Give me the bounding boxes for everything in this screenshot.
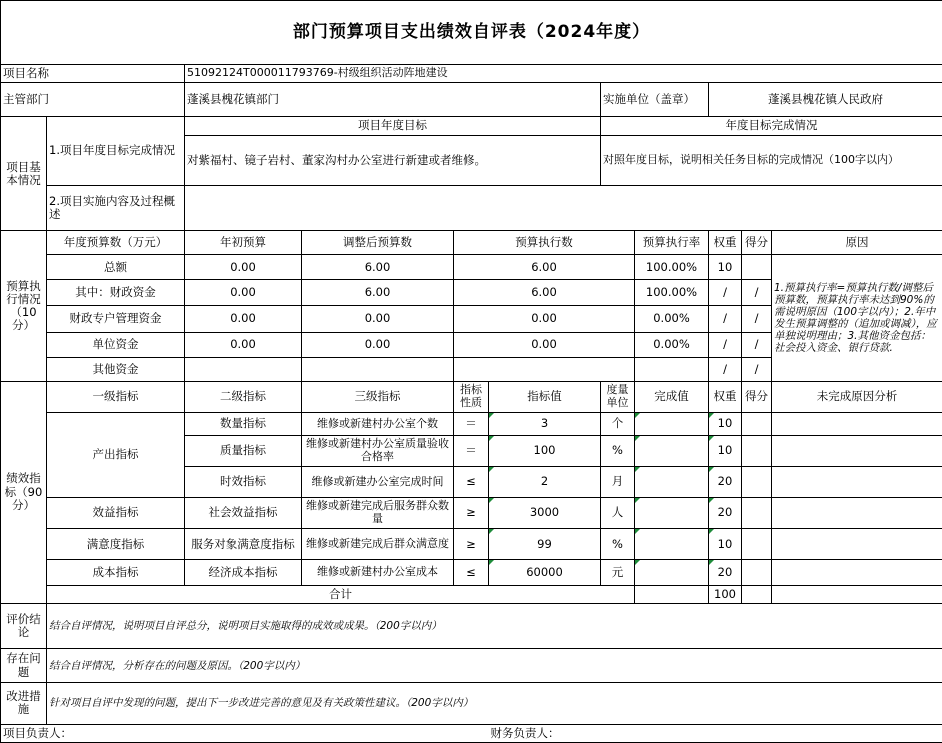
perf-level3-cell: 维修或新建村办公室质量验收合格率 (302, 435, 454, 466)
perf-actual-cell[interactable] (635, 412, 709, 435)
budget-executed-value[interactable]: 0.00 (454, 306, 635, 333)
budget-initial-value[interactable]: 0.00 (185, 333, 302, 358)
project-name-value[interactable]: 51092124T000011793769-村级组织活动阵地建设 (185, 65, 942, 83)
perf-analysis-cell[interactable] (772, 497, 942, 528)
budget-rate-header: 预算执行率 (635, 231, 709, 255)
budget-executed-value[interactable]: 0.00 (454, 333, 635, 358)
budget-header-row (1, 231, 942, 255)
perf-level3-cell: 维修或新建完成后服务群众数量 (302, 497, 454, 528)
budget-weight-header: 权重 (709, 231, 742, 255)
perf-actual-cell[interactable] (635, 497, 709, 528)
budget-executed-header: 预算执行数 (454, 231, 635, 255)
perf-row (1, 560, 942, 586)
perf-analysis-cell[interactable] (772, 412, 942, 435)
perf-weight-cell: 10 (709, 412, 742, 435)
perf-total-score[interactable] (742, 586, 772, 604)
budget-row-name: 总额 (47, 255, 185, 280)
budget-annual-header: 年度预算数（万元） (47, 231, 185, 255)
perf-nature-cell: ≤ (454, 466, 489, 497)
annual-goal-text[interactable]: 对紫福村、镜子岩村、董家沟村办公室进行新建或者维修。 (185, 135, 601, 185)
perf-unit-cell: 个 (601, 412, 635, 435)
budget-score-header: 得分 (742, 231, 772, 255)
budget-adjusted-value[interactable]: 0.00 (302, 306, 454, 333)
budget-row-name: 财政专户管理资金 (47, 306, 185, 333)
perf-nature-cell: ≥ (454, 497, 489, 528)
perf-nature-cell: ≥ (454, 529, 489, 560)
perf-level3-cell: 维修或新建村办公室个数 (302, 412, 454, 435)
budget-execution-label: 预算执行情况（10分） (1, 231, 47, 381)
budget-initial-value[interactable] (185, 357, 302, 381)
budget-row-name: 其他资金 (47, 357, 185, 381)
perf-level2-cell: 服务对象满意度指标 (185, 529, 302, 560)
perf-value-cell[interactable]: 3 (489, 412, 601, 435)
perf-nature-cell: ＝ (454, 435, 489, 466)
perf-nature-cell: ＝ (454, 412, 489, 435)
perf-unit-header: 度量单位 (601, 381, 635, 412)
budget-rate-value[interactable]: 100.00% (635, 280, 709, 306)
budget-adjusted-value[interactable]: 6.00 (302, 255, 454, 280)
perf-weight-cell: 20 (709, 466, 742, 497)
perf-weight-header: 权重 (709, 381, 742, 412)
perf-row (1, 529, 942, 560)
budget-weight-value: / (709, 333, 742, 358)
budget-score-value[interactable]: / (742, 357, 772, 381)
perf-value-cell[interactable]: 100 (489, 435, 601, 466)
budget-row (1, 255, 942, 280)
perf-level2-cell: 时效指标 (185, 466, 302, 497)
perf-score-cell[interactable] (742, 529, 772, 560)
budget-executed-value[interactable]: 6.00 (454, 280, 635, 306)
perf-group-cost: 成本指标 (47, 560, 185, 586)
perf-score-header: 得分 (742, 381, 772, 412)
perf-weight-cell: 20 (709, 497, 742, 528)
perf-analysis-cell[interactable] (772, 560, 942, 586)
perf-score-cell[interactable] (742, 466, 772, 497)
perf-unit-cell: 月 (601, 466, 635, 497)
perf-row (1, 497, 942, 528)
perf-group-output: 产出指标 (47, 412, 185, 497)
implementing-unit-value[interactable]: 蓬溪县槐花镇人民政府 (709, 82, 942, 116)
evaluation-label: 评价结论 (1, 603, 47, 649)
department-value[interactable]: 蓬溪县槐花镇部门 (185, 82, 601, 116)
budget-weight-value: / (709, 280, 742, 306)
perf-value-cell[interactable]: 2 (489, 466, 601, 497)
goal-completion-header: 年度目标完成情况 (601, 117, 942, 136)
budget-score-value[interactable] (742, 255, 772, 280)
project-name-label: 项目名称 (1, 65, 185, 83)
budget-weight-value: 10 (709, 255, 742, 280)
basic-header-row (1, 117, 942, 136)
perf-nature-header: 指标性质 (454, 381, 489, 412)
perf-actual-cell[interactable] (635, 435, 709, 466)
perf-score-cell[interactable] (742, 560, 772, 586)
implementing-unit-label: 实施单位（盖章） (601, 82, 709, 116)
goal-completion-label: 1.项目年度目标完成情况 (47, 117, 185, 185)
budget-adjusted-value[interactable] (302, 357, 454, 381)
budget-adjusted-value[interactable]: 6.00 (302, 280, 454, 306)
perf-level2-cell: 质量指标 (185, 435, 302, 466)
budget-executed-value[interactable]: 6.00 (454, 255, 635, 280)
perf-group-benefit: 效益指标 (47, 497, 185, 528)
improvements-row (1, 682, 942, 725)
footer-row (1, 725, 942, 743)
budget-score-value[interactable]: / (742, 306, 772, 333)
perf-weight-cell: 10 (709, 529, 742, 560)
perf-unit-cell: % (601, 529, 635, 560)
budget-reason-note[interactable]: 1.预算执行率=预算执行数/调整后预算数，预算执行率未达到90%的需说明原因（100字以内）；2.年中发生预算调整的（追加或调减），应单独说明理由；3.其他资金包括：社会投入资金、银行贷款. (772, 255, 942, 382)
problems-row (1, 649, 942, 682)
budget-initial-value[interactable]: 0.00 (185, 280, 302, 306)
budget-initial-value[interactable]: 0.00 (185, 306, 302, 333)
budget-executed-value[interactable] (454, 357, 635, 381)
perf-weight-cell: 10 (709, 435, 742, 466)
perf-actual-header: 完成值 (635, 381, 709, 412)
title-row (1, 1, 942, 65)
budget-initial-header: 年初预算 (185, 231, 302, 255)
perf-value-header: 指标值 (489, 381, 601, 412)
perf-weight-cell: 20 (709, 560, 742, 586)
evaluation-row (1, 603, 942, 649)
perf-total-actual (635, 586, 709, 604)
perf-header-row (1, 381, 942, 412)
perf-group-satisfaction: 满意度指标 (47, 529, 185, 560)
budget-rate-value[interactable]: 100.00% (635, 255, 709, 280)
page-title: 部门预算项目支出绩效自评表（2024年度） (1, 1, 942, 65)
budget-initial-value[interactable]: 0.00 (185, 255, 302, 280)
budget-adjusted-value[interactable]: 0.00 (302, 333, 454, 358)
budget-reason-header: 原因 (772, 231, 942, 255)
problems-label: 存在问题 (1, 649, 47, 682)
department-label: 主管部门 (1, 82, 185, 116)
budget-row-name: 单位资金 (47, 333, 185, 358)
perf-analysis-cell[interactable] (772, 529, 942, 560)
budget-score-value[interactable]: / (742, 333, 772, 358)
problems-text[interactable]: 结合自评情况，分析存在的问题及原因。（200字以内） (47, 649, 942, 682)
budget-adjusted-header: 调整后预算数 (302, 231, 454, 255)
process-overview-label: 2.项目实施内容及过程概述 (47, 185, 185, 231)
basic-info-label: 项目基本情况 (1, 117, 47, 231)
perf-actual-cell[interactable] (635, 529, 709, 560)
department-row (1, 82, 942, 116)
annual-goal-header: 项目年度目标 (185, 117, 601, 136)
budget-weight-value: / (709, 357, 742, 381)
finance-leader-label[interactable]: 财务负责人： (489, 725, 942, 743)
perf-value-cell[interactable]: 60000 (489, 560, 601, 586)
perf-analysis-header: 未完成原因分析 (772, 381, 942, 412)
perf-nature-cell: ≤ (454, 560, 489, 586)
process-row-a (1, 185, 942, 206)
improvements-label: 改进措施 (1, 682, 47, 725)
perf-level3-cell: 维修或新建办公室完成时间 (302, 466, 454, 497)
goal-completion-text[interactable]: 对照年度目标，说明相关任务目标的完成情况（100字以内） (601, 135, 942, 185)
perf-level3-cell: 维修或新建村办公室成本 (302, 560, 454, 586)
perf-total-weight: 100 (709, 586, 742, 604)
perf-score-cell[interactable] (742, 435, 772, 466)
perf-actual-cell[interactable] (635, 560, 709, 586)
perf-unit-cell: 人 (601, 497, 635, 528)
budget-weight-value: / (709, 306, 742, 333)
budget-row-name: 其中：财政资金 (47, 280, 185, 306)
perf-value-cell[interactable]: 99 (489, 529, 601, 560)
project-name-row (1, 65, 942, 83)
budget-rate-value[interactable] (635, 357, 709, 381)
perf-score-cell[interactable] (742, 497, 772, 528)
perf-total-analysis (772, 586, 942, 604)
perf-level2-header: 二级指标 (185, 381, 302, 412)
perf-level3-header: 三级指标 (302, 381, 454, 412)
perf-total-row (1, 586, 942, 604)
perf-level2-cell: 社会效益指标 (185, 497, 302, 528)
perf-analysis-cell[interactable] (772, 466, 942, 497)
process-overview-text[interactable] (185, 185, 942, 231)
perf-analysis-cell[interactable] (772, 435, 942, 466)
perf-row (1, 412, 942, 435)
project-leader-label[interactable]: 项目负责人： (1, 725, 489, 743)
improvements-text[interactable]: 针对项目自评中发现的问题，提出下一步改进完善的意见及有关政策性建议。（200字以内） (47, 682, 942, 725)
perf-level1-header: 一级指标 (47, 381, 185, 412)
perf-value-cell[interactable]: 3000 (489, 497, 601, 528)
perf-unit-cell: % (601, 435, 635, 466)
perf-total-label: 合计 (47, 586, 635, 604)
budget-rate-value[interactable]: 0.00% (635, 306, 709, 333)
evaluation-text[interactable]: 结合自评情况，说明项目自评总分，说明项目实施取得的成效或成果。（200字以内） (47, 603, 942, 649)
perf-level3-cell: 维修或新建完成后群众满意度 (302, 529, 454, 560)
budget-rate-value[interactable]: 0.00% (635, 333, 709, 358)
perf-level2-cell: 经济成本指标 (185, 560, 302, 586)
perf-actual-cell[interactable] (635, 466, 709, 497)
perf-level2-cell: 数量指标 (185, 412, 302, 435)
budget-score-value[interactable]: / (742, 280, 772, 306)
perf-score-cell[interactable] (742, 412, 772, 435)
performance-label: 绩效指标（90分） (1, 381, 47, 603)
perf-unit-cell: 元 (601, 560, 635, 586)
